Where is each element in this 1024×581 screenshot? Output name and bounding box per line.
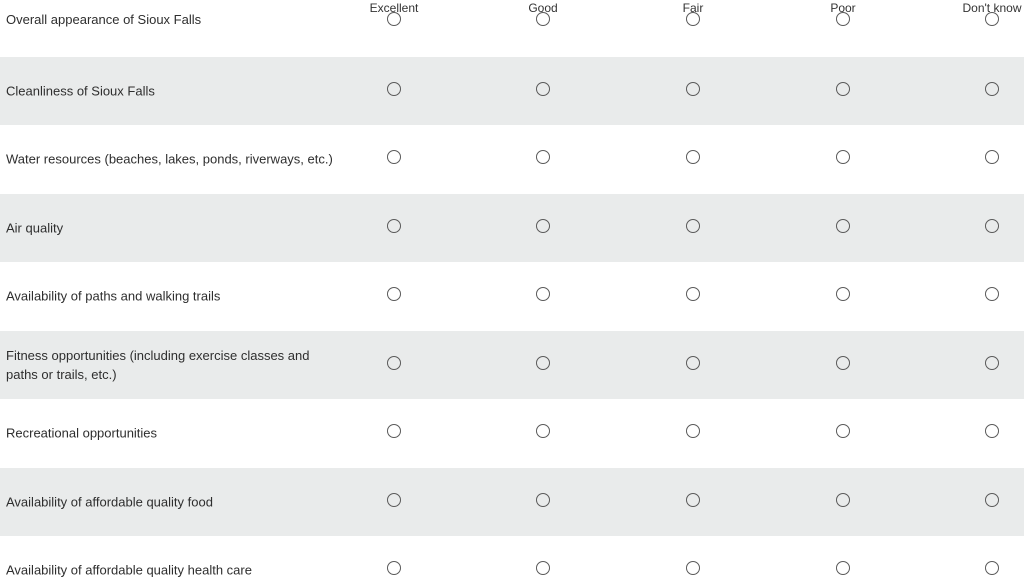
- radio-poor[interactable]: [836, 493, 850, 507]
- radio-poor[interactable]: [836, 356, 850, 370]
- radio-good[interactable]: [536, 150, 550, 164]
- column-header-poor: Poor: [830, 1, 856, 15]
- row-label: Overall appearance of Sioux Falls: [6, 12, 202, 27]
- rating-row: [0, 331, 1024, 400]
- radio-fair[interactable]: [686, 287, 700, 301]
- rating-row: [0, 468, 1024, 537]
- radio-excellent[interactable]: [387, 493, 401, 507]
- row-label: Availability of paths and walking trails: [6, 288, 221, 304]
- row-label: Availability of affordable quality health care: [6, 562, 252, 578]
- radio-poor[interactable]: [836, 82, 850, 96]
- rating-row: [0, 536, 1024, 581]
- column-header-dont-know: Don't know: [962, 1, 1022, 15]
- radio-fair[interactable]: [686, 493, 700, 507]
- rating-row: [0, 57, 1024, 126]
- radio-poor[interactable]: [836, 561, 850, 575]
- row-label: Air quality: [6, 220, 64, 236]
- row-label: Recreational opportunities: [6, 425, 158, 441]
- radio-dont-know[interactable]: [985, 493, 999, 507]
- rating-row: [0, 125, 1024, 194]
- row-label: Fitness opportunities (including exercise classes and paths or trails, etc.): [6, 347, 310, 382]
- radio-dont-know[interactable]: [985, 287, 999, 301]
- radio-dont-know[interactable]: [985, 424, 999, 438]
- radio-fair[interactable]: [686, 150, 700, 164]
- radio-poor[interactable]: [836, 150, 850, 164]
- radio-fair[interactable]: [686, 561, 700, 575]
- column-header-excellent: Excellent: [369, 1, 419, 15]
- radio-poor[interactable]: [836, 287, 850, 301]
- radio-good[interactable]: [536, 356, 550, 370]
- rating-row: [0, 262, 1024, 331]
- radio-fair[interactable]: [686, 424, 700, 438]
- radio-dont-know[interactable]: [985, 150, 999, 164]
- radio-excellent[interactable]: [387, 219, 401, 233]
- radio-good[interactable]: [536, 561, 550, 575]
- radio-good[interactable]: [536, 82, 550, 96]
- radio-excellent[interactable]: [387, 82, 401, 96]
- radio-excellent[interactable]: [387, 561, 401, 575]
- radio-poor[interactable]: [836, 424, 850, 438]
- radio-excellent[interactable]: [387, 150, 401, 164]
- rating-row: [0, 194, 1024, 263]
- row-label: Water resources (beaches, lakes, ponds, riverways, etc.): [6, 151, 333, 167]
- radio-poor[interactable]: [836, 219, 850, 233]
- radio-dont-know[interactable]: [985, 82, 999, 96]
- rating-row: [0, 399, 1024, 468]
- column-header-row: [0, 0, 1024, 20]
- row-label: Availability of affordable quality food: [6, 494, 213, 510]
- radio-fair[interactable]: [686, 356, 700, 370]
- radio-dont-know[interactable]: [985, 561, 999, 575]
- row-label: Cleanliness of Sioux Falls: [6, 83, 155, 99]
- radio-fair[interactable]: [686, 82, 700, 96]
- radio-good[interactable]: [536, 219, 550, 233]
- radio-fair[interactable]: [686, 219, 700, 233]
- radio-excellent[interactable]: [387, 287, 401, 301]
- radio-good[interactable]: [536, 493, 550, 507]
- radio-excellent[interactable]: [387, 424, 401, 438]
- radio-good[interactable]: [536, 424, 550, 438]
- radio-excellent[interactable]: [387, 356, 401, 370]
- column-header-good: Good: [528, 1, 558, 15]
- radio-good[interactable]: [536, 287, 550, 301]
- radio-dont-know[interactable]: [985, 356, 999, 370]
- radio-dont-know[interactable]: [985, 219, 999, 233]
- column-header-fair: Fair: [682, 1, 704, 15]
